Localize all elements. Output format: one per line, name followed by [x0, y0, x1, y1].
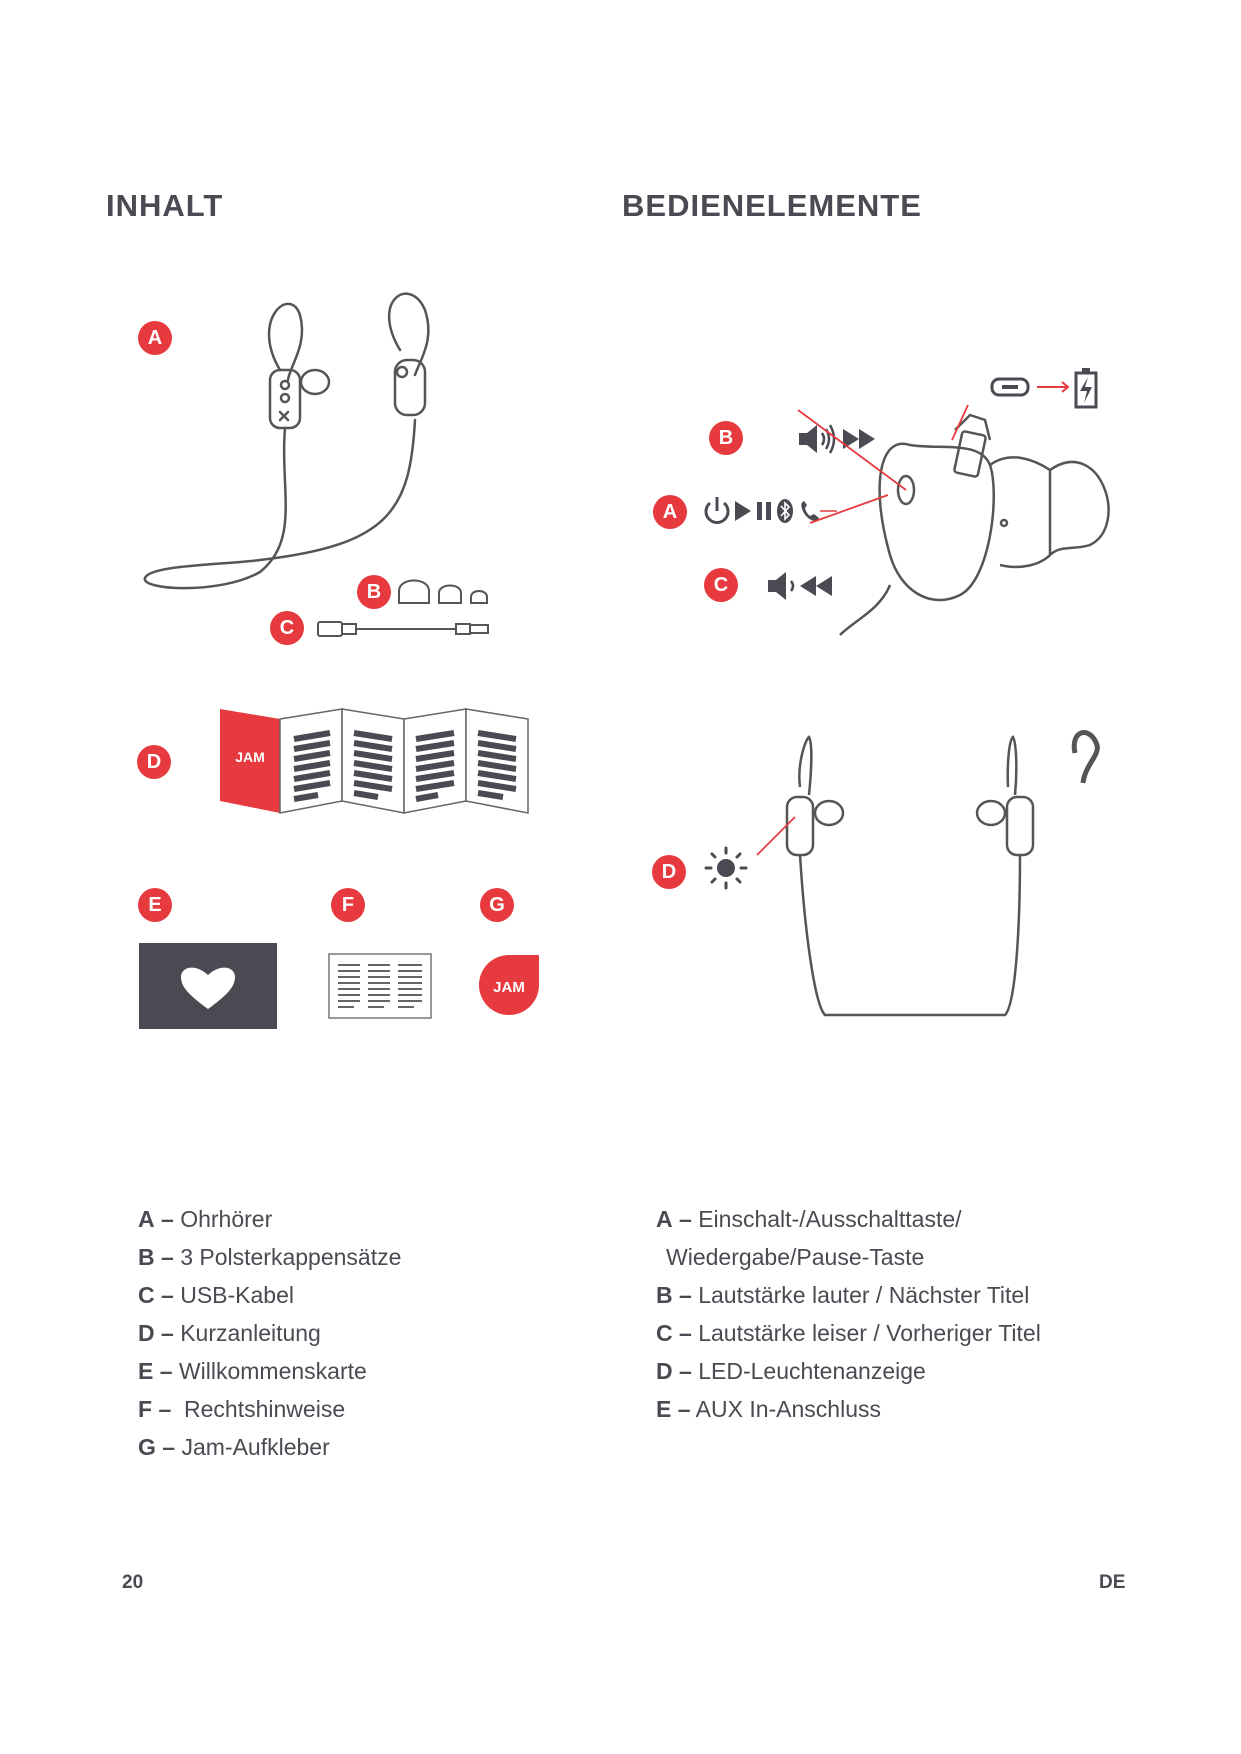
list-item: F – Rechtshinweise: [138, 1396, 346, 1422]
list-item: B – 3 Polsterkappensätze: [138, 1244, 402, 1270]
jam-sticker-illustration: [477, 953, 541, 1017]
badge-f: F: [331, 888, 365, 922]
power-icon: [706, 497, 728, 522]
badge-b: B: [357, 575, 391, 609]
usb-cable-illustration: [316, 618, 496, 642]
page-number: 20: [122, 1572, 144, 1593]
sticker-logo: JAM: [493, 979, 525, 996]
language-code: DE: [1099, 1572, 1126, 1593]
badge-a: A: [138, 321, 172, 355]
bluetooth-icon: [777, 499, 793, 523]
earphones-illustration: [140, 290, 460, 610]
volume-up-icon: [799, 425, 834, 453]
legal-notes-illustration: [328, 953, 432, 1019]
play-icon: [735, 501, 751, 521]
volume-down-icon: [768, 572, 793, 600]
power-play-pause-icons: [702, 493, 842, 529]
control-badge-c: C: [704, 568, 738, 602]
list-item: D – Kurzanleitung: [138, 1320, 321, 1346]
list-item: A – Ohrhörer: [138, 1206, 273, 1232]
control-badge-d: D: [652, 855, 686, 889]
list-item: C – USB-Kabel: [138, 1282, 294, 1308]
list-item: E – Willkommenskarte: [138, 1358, 367, 1384]
heart-icon: [139, 943, 277, 1029]
list-item: D – LED-Leuchtenanzeige: [656, 1358, 926, 1384]
quick-guide-illustration: [218, 705, 533, 817]
list-item: G – Jam-Aufkleber: [138, 1434, 330, 1460]
badge-c: C: [270, 611, 304, 645]
earphones-front-illustration: [745, 735, 1065, 1030]
control-badge-b: B: [709, 421, 743, 455]
previous-track-icon: [800, 576, 832, 596]
arrow-icon: [1037, 382, 1068, 392]
ear-tips-illustration: [397, 575, 492, 607]
phone-icon: [801, 501, 819, 521]
pause-icon: [757, 502, 771, 520]
led-light-icon: [704, 846, 748, 890]
section-title-inhalt: INHALT: [106, 188, 224, 223]
inhalt-list: [138, 1200, 401, 1466]
control-badge-a: A: [653, 495, 687, 529]
guide-logo: JAM: [235, 749, 265, 765]
welcome-card: [139, 943, 277, 1029]
list-item: C – Lautstärke leiser / Vorheriger Titel: [656, 1320, 1041, 1346]
section-title-bedienelemente: BEDIENELEMENTE: [622, 188, 922, 223]
badge-e: E: [138, 888, 172, 922]
list-item: A – Einschalt-/Ausschalttaste/ Wiedergabe/Pause-Taste: [656, 1206, 962, 1270]
list-item: B – Lautstärke lauter / Nächster Titel: [656, 1282, 1030, 1308]
badge-d: D: [137, 745, 171, 779]
controls-list: [656, 1200, 1041, 1428]
badge-g: G: [480, 888, 514, 922]
list-item: E – AUX In-Anschluss: [656, 1396, 882, 1422]
earbud-closeup-illustration: [840, 395, 1110, 650]
volume-down-prev-icons: [766, 568, 834, 604]
